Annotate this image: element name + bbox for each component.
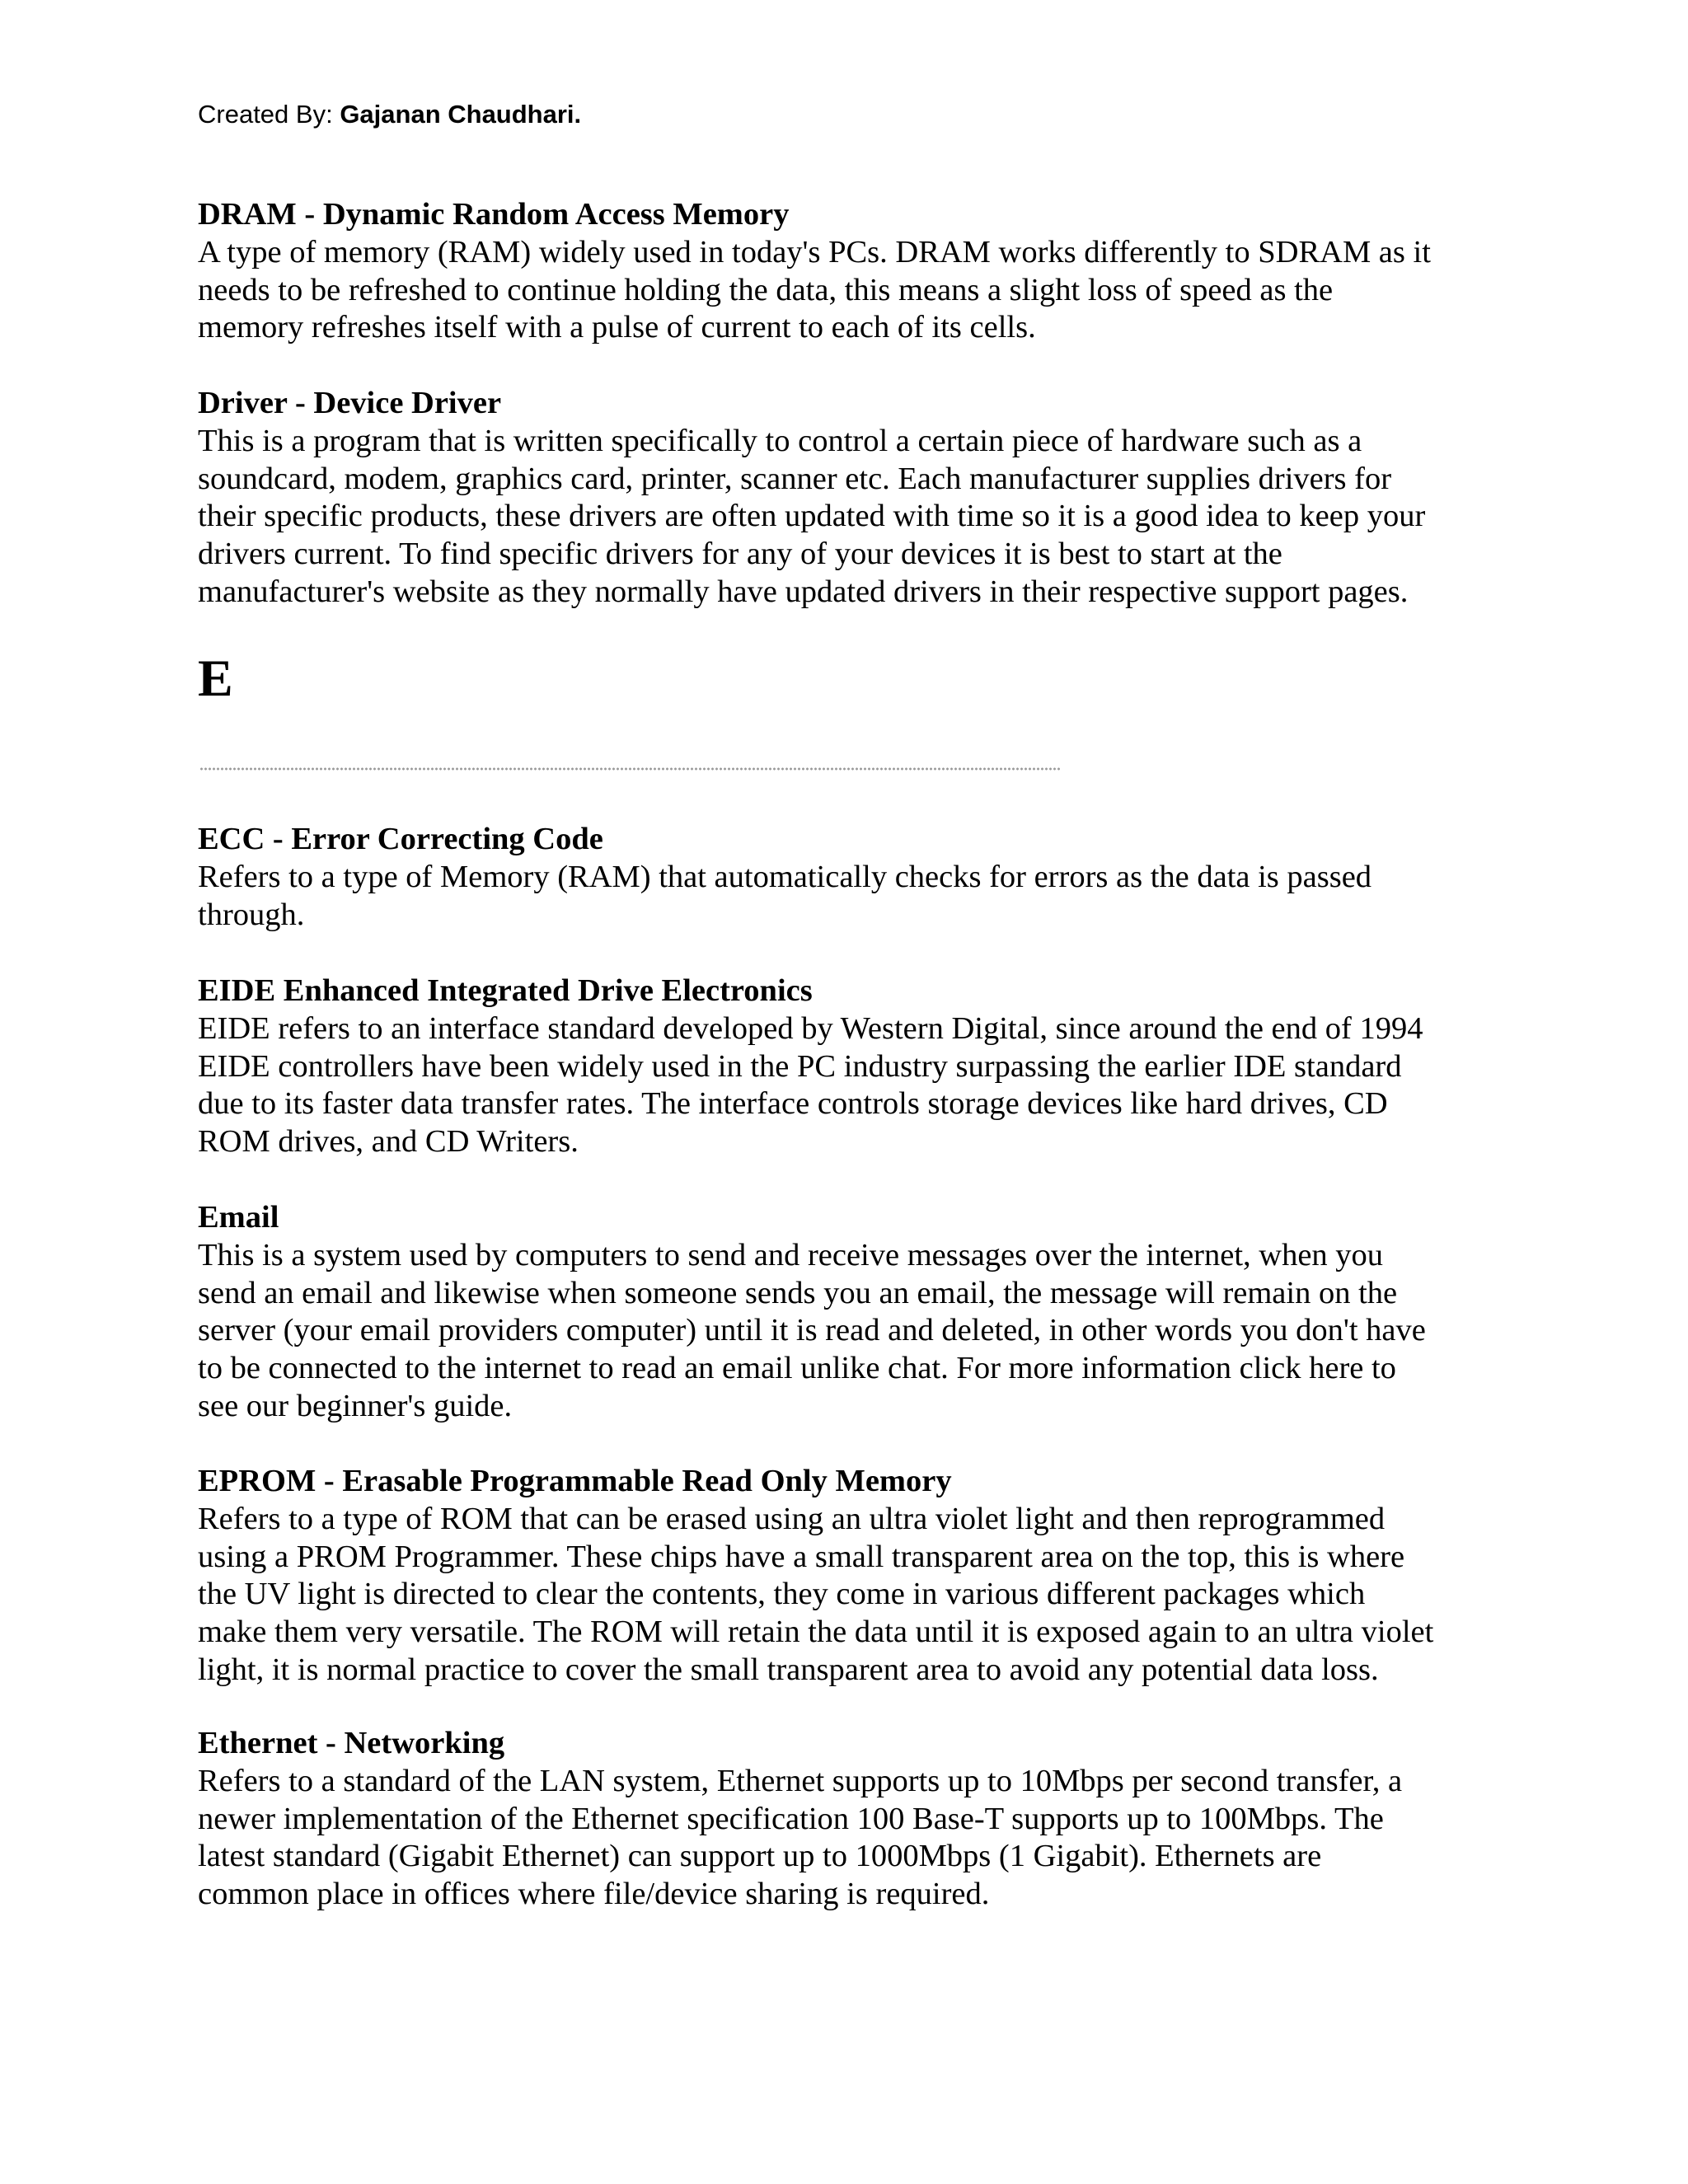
entry-line: A type of memory (RAM) widely used in today's PCs. DRAM works differently to SDRAM as it — [198, 234, 1431, 269]
entry-title: EIDE Enhanced Integrated Drive Electronics — [198, 973, 813, 1008]
entry-line: EIDE controllers have been widely used in the PC industry surpassing the earlier IDE standard — [198, 1048, 1402, 1084]
entry-line: light, it is normal practice to cover the small transparent area to avoid any potential data loss. — [198, 1652, 1379, 1687]
entry-title: Ethernet - Networking — [198, 1726, 505, 1760]
entry-line: due to its faster data transfer rates. The interface controls storage devices like hard drives, CD — [198, 1086, 1388, 1122]
entry-body — [198, 234, 1484, 347]
glossary-entry — [198, 385, 1484, 612]
entry-line: send an email and likewise when someone sends you an email, the message will remain on the — [198, 1275, 1398, 1310]
entry-title: DRAM - Dynamic Random Access Memory — [198, 197, 790, 232]
entry-line: latest standard (Gigabit Ethernet) can support up to 1000Mbps (1 Gigabit). Ethernets are — [198, 1839, 1322, 1874]
entry-title: Email — [198, 1200, 279, 1235]
entry-line: to be connected to the internet to read an email unlike chat. For more information click here to — [198, 1351, 1396, 1386]
glossary-entry — [198, 196, 1484, 347]
entry-line: needs to be refreshed to continue holding the data, this means a slight loss of speed as the — [198, 272, 1334, 307]
glossary-entry — [198, 1463, 1484, 1690]
entry-line: Refers to a standard of the LAN system, Ethernet supports up to 10Mbps per second transfer, a — [198, 1763, 1403, 1798]
entry-line: the UV light is directed to clear the contents, they come in various different packages which — [198, 1577, 1366, 1612]
entry-body — [198, 1501, 1484, 1690]
entry-line: drivers current. To find specific drivers for any of your devices it is best to start at the — [198, 537, 1282, 572]
entry-line: soundcard, modem, graphics card, printer, scanner etc. Each manufacturer supplies drivers for — [198, 461, 1392, 496]
entry-line: see our beginner's guide. — [198, 1388, 513, 1423]
section-divider — [199, 766, 1062, 772]
entry-body — [198, 423, 1484, 612]
entry-body — [198, 1237, 1484, 1426]
entry-line: server (your email providers computer) until it is read and deleted, in other words you don't have — [198, 1313, 1426, 1348]
entry-title: Driver - Device Driver — [198, 386, 502, 420]
entry-title: EPROM - Erasable Programmable Read Only Memory — [198, 1464, 952, 1498]
entry-body — [198, 1763, 1484, 1914]
entry-line: memory refreshes itself with a pulse of current to each of its cells. — [198, 310, 1036, 345]
entry-line: through. — [198, 897, 305, 932]
entry-body — [198, 1010, 1484, 1161]
entry-body — [198, 859, 1484, 935]
glossary-entry — [198, 1725, 1484, 1914]
entry-line: ROM drives, and CD Writers. — [198, 1124, 579, 1160]
entry-line: This is a system used by computers to send and receive messages over the internet, when you — [198, 1237, 1384, 1272]
header-author: Gajanan Chaudhari. — [340, 100, 582, 129]
entry-line: This is a program that is written specifically to control a certain piece of hardware such as a — [198, 423, 1362, 458]
header-prefix: Created By: — [198, 100, 340, 129]
glossary-entry — [198, 821, 1484, 934]
entry-title: ECC - Error Correcting Code — [198, 822, 603, 856]
page-header — [198, 98, 581, 131]
entry-line: Refers to a type of Memory (RAM) that automatically checks for errors as the data is passed — [198, 859, 1372, 894]
entry-line: their specific products, these drivers are often updated with time so it is a good idea to keep your — [198, 499, 1426, 534]
entry-line: EIDE refers to an interface standard developed by Western Digital, since around the end of 1994 — [198, 1010, 1423, 1046]
glossary-entry — [198, 972, 1484, 1161]
section-letter: E — [198, 649, 233, 707]
entry-line: make them very versatile. The ROM will retain the data until it is exposed again to an ultra violet — [198, 1615, 1434, 1650]
entry-line: manufacturer's website as they normally have updated drivers in their respective support pages. — [198, 574, 1409, 609]
glossary-entry — [198, 1199, 1484, 1426]
entry-line: Refers to a type of ROM that can be erased using an ultra violet light and then reprogrammed — [198, 1501, 1386, 1536]
entry-line: newer implementation of the Ethernet specification 100 Base-T supports up to 100Mbps. The — [198, 1801, 1384, 1836]
entry-line: common place in offices where file/device sharing is required. — [198, 1877, 990, 1912]
entry-line: using a PROM Programmer. These chips have a small transparent area on the top, this is where — [198, 1539, 1405, 1574]
